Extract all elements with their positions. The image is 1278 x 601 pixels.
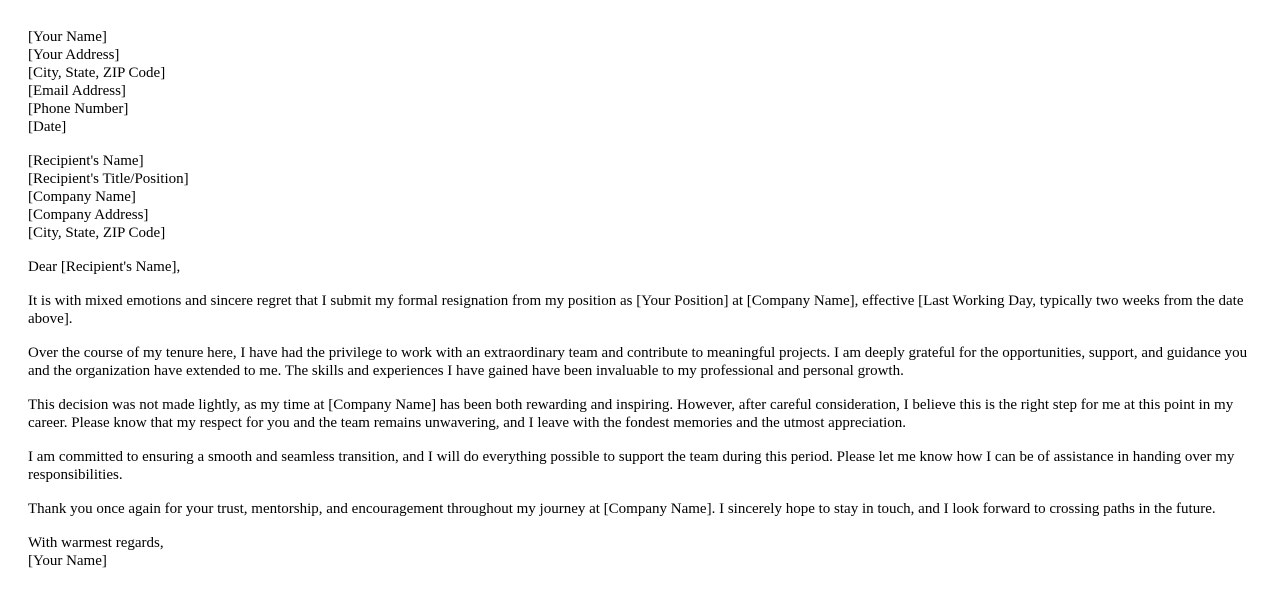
sender-address-block <box>28 28 1253 136</box>
recipient-title: [Recipient's Title/Position] <box>28 171 189 187</box>
salutation: Dear [Recipient's Name], <box>28 259 181 275</box>
body-paragraph-resignation: It is with mixed emotions and sincere regret that I submit my formal resignation from my position as [Your Position] at [Company Name], effective [Last Working Day, typically two weeks from the date above]. <box>28 293 1244 327</box>
recipient-address-block <box>28 152 1253 242</box>
recipient-name: [Recipient's Name] <box>28 153 144 169</box>
letter-date: [Date] <box>28 119 67 135</box>
body-paragraph-transition: I am committed to ensuring a smooth and seamless transition, and I will do everything possible to support the team during this period. Please let me know how I can be of assistance in handing over my responsibilities. <box>28 449 1235 483</box>
recipient-city-state-zip: [City, State, ZIP Code] <box>28 225 166 241</box>
resignation-letter <box>28 28 1253 570</box>
recipient-company: [Company Name] <box>28 189 136 205</box>
body-paragraph-gratitude: Over the course of my tenure here, I have had the privilege to work with an extraordinary team and contribute to meaningful projects. I am deeply grateful for the opportunities, support, and guidance you and the organization have extended to me. The skills and experiences I have gained have been invaluable to my professional and personal growth. <box>28 345 1248 379</box>
body-paragraph-thanks: Thank you once again for your trust, mentorship, and encouragement throughout my journey at [Company Name]. I sincerely hope to stay in touch, and I look forward to crossing paths in the future. <box>28 501 1216 517</box>
closing-block <box>28 534 1253 570</box>
valediction: With warmest regards, <box>28 535 164 551</box>
sender-phone: [Phone Number] <box>28 101 129 117</box>
sender-name: [Your Name] <box>28 29 107 45</box>
recipient-company-address: [Company Address] <box>28 207 149 223</box>
signature-name: [Your Name] <box>28 553 107 569</box>
sender-email: [Email Address] <box>28 83 126 99</box>
body-paragraph-decision: This decision was not made lightly, as my time at [Company Name] has been both rewarding and inspiring. However, after careful consideration, I believe this is the right step for me at this point in my career. Please know that my respect for you and the team remains unwavering, and I leave with the fondest memories and the utmost appreciation. <box>28 397 1234 431</box>
sender-city-state-zip: [City, State, ZIP Code] <box>28 65 166 81</box>
sender-address: [Your Address] <box>28 47 120 63</box>
